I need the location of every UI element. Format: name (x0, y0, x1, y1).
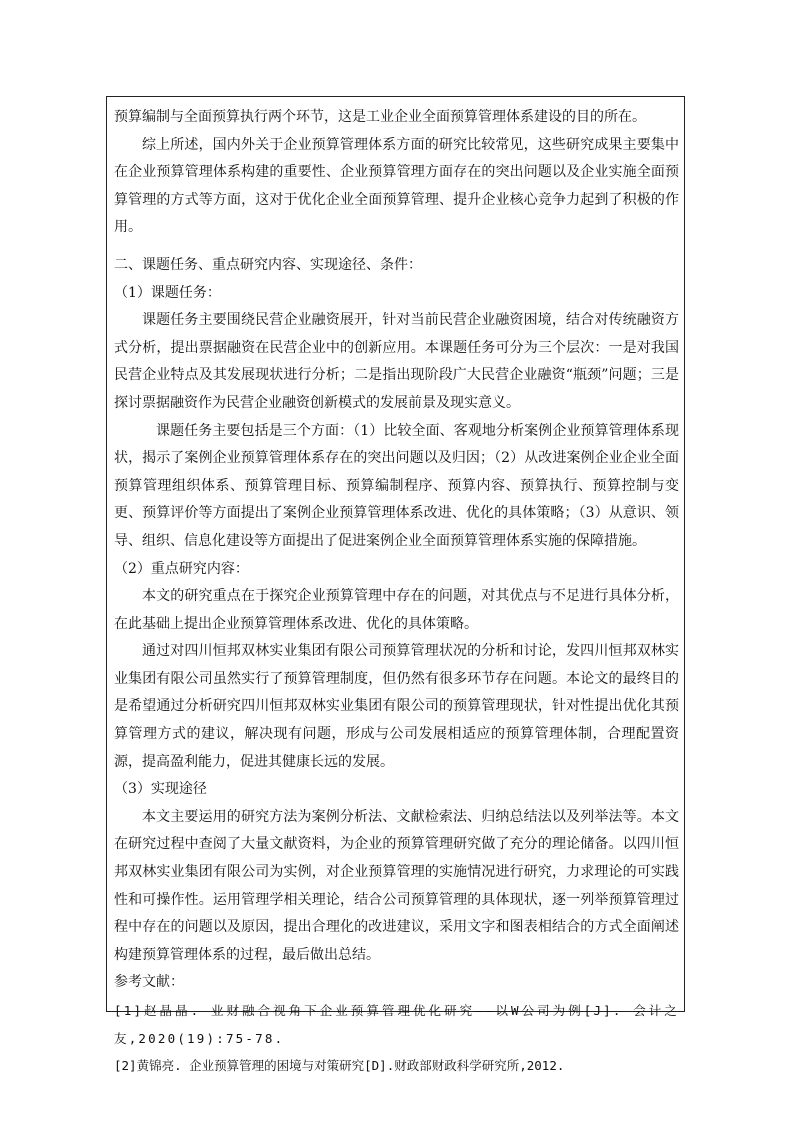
content-table-cell (106, 96, 685, 1074)
reference-item-1: [1]赵晶晶. 业财融合视角下企业预算管理优化研究——以W公司为例[J]. 会计之友,2020(19):75-78. (114, 1003, 679, 1046)
references-heading: 参考文献： (114, 974, 184, 991)
subheading-topic-task: （1）课题任务： (114, 284, 221, 301)
paragraph-research-focus: 本文的研究重点在于探究企业预算管理中存在的问题，对其优点与不足进行具体分析，在此基础上提出企业预算管理体系改进、优化的具体策略。 (114, 588, 679, 632)
paragraph-task-three-aspects: 课题任务主要包括是三个方面：（1）比较全面、客观地分析案例企业预算管理体系现状，揭示了案例企业预算管理体系存在的突出问题以及归因；（2）从改进案例企业企业全面预算管理组织体系、预算管理目标、预算编制程序、预算内容、预算执行、预算控制与变更、预算评价等方面提出了案例企业预算管理体系改进、优化的具体策略；（3）从意识、领导、组织、信息化建设等方面提出了促进案例企业全面预算管理体系实施的保障措施。 (114, 422, 679, 549)
subheading-implementation-path: （3）实现途径 (114, 781, 207, 798)
document-body (114, 104, 679, 1080)
reference-item-2: [2]黄锦亮. 企业预算管理的困境与对策研究[D].财政部财政科学研究所,2012. (114, 1058, 565, 1074)
paragraph-research-methods: 本文主要运用的研究方法为案例分析法、文献检索法、归纳总结法以及列举法等。本文在研究过程中查阅了大量文献资料，为企业的预算管理研究做了充分的理论储备。以四川恒邦双林实业集团有限公司为实例，对企业预算管理的实施情况进行研究，力求理论的可实践性和可操作性。运用管理学相关理论，结合公司预算管理的具体现状，逐一列举预算管理过程中存在的问题以及原因，提出合理化的改进建议，采用文字和图表相结合的方式全面阐述构建预算管理体系的过程，最后做出总结。 (114, 808, 679, 963)
paragraph-case-company: 通过对四川恒邦双林实业集团有限公司预算管理状况的分析和讨论，发四川恒邦双林实业集团有限公司虽然实行了预算管理制度，但仍然有很多环节存在问题。本论文的最终目的是希望通过分析研究四川恒邦双林实业集团有限公司的预算管理现状，针对性提出优化其预算管理方式的建议，解决现有问题，形成与公司发展相适应的预算管理体制，合理配置资源，提高盈利能力，促进其健康长远的发展。 (114, 643, 679, 770)
paragraph-summary: 综上所述，国内外关于企业预算管理体系方面的研究比较常见，这些研究成果主要集中在企业预算管理体系构建的重要性、企业预算管理方面存在的突出问题以及企业实施全面预算管理的方式等方面，这对于优化企业全面预算管理、提升企业核心竞争力起到了积极的作用。 (114, 136, 679, 236)
paragraph-topic-task: 课题任务主要围绕民营企业融资展开，针对当前民营企业融资困境，结合对传统融资方式分析，提出票据融资在民营企业中的创新应用。本课题任务可分为三个层次：一是对我国民营企业特点及其发展现状进行分析；二是指出现阶段广大民营企业融资“瓶颈”问题；三是探讨票据融资作为民营企业融资创新模式的发展前景及现实意义。 (114, 312, 679, 411)
section-heading-tasks: 二、课题任务、重点研究内容、实现途径、条件： (114, 256, 422, 273)
paragraph-budget-closing: 预算编制与全面预算执行两个环节，这是工业企业全面预算管理体系建设的目的所在。 (114, 109, 646, 125)
subheading-key-research: （2）重点研究内容： (114, 560, 249, 577)
